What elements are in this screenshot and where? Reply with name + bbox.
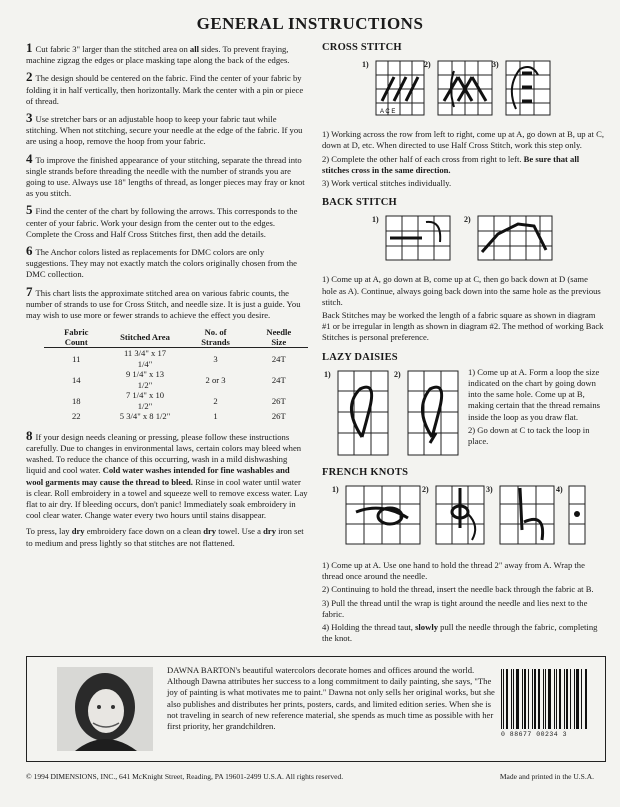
french-diagram-1: 1) [342, 482, 424, 554]
cross-diagram-2: 2) [434, 57, 496, 123]
page-title: GENERAL INSTRUCTIONS [196, 14, 424, 33]
barcode-bar [585, 669, 587, 729]
lazy-daisies-text [468, 367, 604, 459]
cross-diagram-3: 3) [502, 57, 554, 123]
french-knot-step-2: 2) Continuing to hold the thread, insert the needle back through the fabric at B. [322, 584, 594, 595]
barcode-bar [506, 669, 508, 729]
cross-stitch-step-1: 1) Working across the row from left to right, come up at A, go down at B, up at C, down at D, etc. When directed to use Half Cross Stitch, work this step only. [322, 129, 604, 151]
barcode-bar [543, 669, 544, 729]
barcode-bar [545, 669, 546, 729]
barcode-bar [501, 669, 502, 729]
barcode-bar [532, 669, 533, 729]
french-knot-step-3: 3) Pull the thread until the wrap is tight around the needle and lies next to the fabric. [322, 597, 588, 619]
cross-stitch-illustration-3 [502, 57, 554, 119]
back-stitch-illustration-1 [382, 212, 454, 264]
lazy-daisies-section [322, 367, 604, 459]
barcode-bar [574, 669, 575, 729]
table-header: Needle Size [250, 327, 308, 348]
back-stitch-diagrams [372, 212, 604, 268]
table-header: No. of Strands [182, 327, 250, 348]
barcode-bar [556, 669, 557, 729]
barcode-bar [581, 669, 582, 729]
lazy-daisy-illustration-2 [404, 367, 462, 459]
instruction-6: 6 The Anchor colors listed as replacements for DMC colors are only suggestions. They may not exactly match the colors originally chosen from the DMC collection. [26, 243, 297, 280]
barcode-bar [524, 669, 526, 729]
table-row: 14 9 1/4" x 13 1/2" 2 or 3 24T [71, 369, 286, 390]
back-stitch-illustration-2 [474, 212, 556, 264]
barcode-bar [522, 669, 523, 729]
instruction-7: 7 This chart lists the approximate stitched area on various fabric counts, the number of strands to use for Cross Stitch, and needle size. It is just a guide. You may wish to use more or fewer strands to achieve the effect you desire. [26, 283, 301, 321]
cross-stitch-illustration-2 [434, 57, 496, 119]
instruction-2: 2 The design should be centered on the fabric. Find the center of your fabric by folding it in half vertically, then horizontally. Mark the center with a pin or piece of thread. [26, 69, 304, 106]
table-row: 22 5 3/4" x 8 1/2" 1 26T [71, 411, 286, 422]
lazy-daisy-step-2: 2) Go down at C to tack the loop in place. [468, 424, 590, 447]
french-knot-illustration-1 [342, 482, 424, 548]
french-knot-step-1: 1) Come up at A. Use one hand to hold the thread 2" away from A. Wrap the thread once around the needle. [322, 560, 585, 582]
artist-bio-text: DAWNA BARTON's beautiful watercolors decorate homes and offices around the world. Although Dawna attributes her success to a long commitment to daily painting, she says, "The joy of painting is what motivates me to paint." Dawna not only sells her original works, but she also publishes and distributes her prints, posters, cards, and limited edition series. When she is not traveling in search of new reference material, she spends as much time as possible with her first priority, her grandchildren. [167, 665, 495, 732]
lazy-diagram-2: 2) [404, 367, 462, 459]
cross-stitch-step-2: 2) Complete the other half of each cross from right to left. Be sure that all stitches cross in the same direction. [322, 153, 580, 175]
french-diagram-2: 2) [432, 482, 488, 554]
barcode-bar [503, 669, 504, 729]
portrait-image [57, 667, 153, 751]
french-knots-diagrams [332, 482, 604, 554]
fabric-size-table [44, 327, 308, 422]
barcode-bar [516, 669, 519, 729]
printed-in-notice: Made and printed in the U.S.A. [499, 772, 594, 781]
instruction-3: 3 Use stretcher bars or an adjustable hoop to keep your fabric taut while stitching. When not stitching, secure your needle at the edge of the fabric. If you are using a hoop, remove the hoop from your fabric. [26, 110, 303, 147]
instruction-4: 4 To improve the finished appearance of your stitching, separate the thread into single strands before threading the needle with the number of strands you are going to use. Always use 18" lengths of thread, as longer pieces may fray or knot as you stitch. [26, 150, 305, 199]
artist-photo [57, 667, 153, 751]
instruction-5: 5 Find the center of the chart by following the arrows. This corresponds to the center of your fabric. Work your design from the center out to the edges. Complete the Cross and Half Cross Stitches first, then add the details. [26, 202, 298, 239]
french-diagram-4: 4) [566, 482, 588, 554]
barcode-bar [534, 669, 536, 729]
right-column [322, 42, 604, 646]
table-header: Fabric Count [44, 327, 108, 348]
left-column [26, 42, 308, 554]
cross-diagram-1: 1) A C E [372, 57, 428, 123]
lazy-daisy-illustration-1 [334, 367, 392, 459]
cross-stitch-step-3: 3) Work vertical stitches individually. [322, 178, 452, 189]
pressing-instructions: To press, lay dry embroidery face down on a clean dry towel. Use a dry iron set to medium and press lightly so that stitches are not flattened. [26, 526, 304, 548]
back-stitch-step-1: 1) Come up at A, go down at B, come up at C, then go back down at D (same hole as A). Continue, always going back down into the same hole as the previous stitch. [322, 274, 601, 307]
barcode-bar [566, 669, 568, 729]
french-knots-title: FRENCH KNOTS [322, 466, 409, 478]
barcode-bar [528, 669, 529, 729]
barcode-bar [576, 669, 579, 729]
barcode-bar [570, 669, 571, 729]
barcode-bar [511, 669, 512, 729]
lazy-diagram-1: 1) [334, 367, 392, 459]
instruction-1: 1 Cut fabric 3" larger than the stitched area on all sides. To prevent fraying, machine zigzag the edges or place masking tape along the back of the edges. [26, 40, 290, 66]
lazy-daisies-title: LAZY DAISIES [322, 351, 398, 363]
copyright-notice: © 1994 DIMENSIONS, INC., 641 McKnight Street, Reading, PA 19601-2499 U.S.A. All rights reserved. [26, 772, 344, 781]
french-diagram-3: 3) [496, 482, 558, 554]
back-stitch-title: BACK STITCH [322, 197, 397, 209]
table-header-row [44, 327, 308, 348]
french-knot-illustration-4 [566, 482, 588, 548]
barcode-bar [513, 669, 514, 729]
back-diagram-2: 2) [474, 212, 556, 268]
table-header: Stitched Area [108, 327, 181, 348]
barcode-bar [548, 669, 551, 729]
upc-number: 0 88677 00234 3 [501, 731, 568, 738]
french-knot-illustration-3 [496, 482, 558, 548]
french-knot-step-4: 4) Holding the thread taut, slowly pull the needle through the fabric, completing the knot. [322, 622, 598, 644]
instruction-8: 8 If your design needs cleaning or pressing, please follow these instructions carefully. Due to changes in environmental laws, certain colors may bleed when washed. To reduce the chance of this occurring, wash in a mild dishwashing liquid and cool water. Cold water washes intended for fine washables and wool garments may cause the thread to bleed. Rinse in cool water until water is clear. Roll embroidery in a towel and squeeze well to remove excess water. Lay flat to air dry. If bleeding occurs, don't panic! Immediately soak embroidery in cool clear water. Change water every two hours until stains disappear. [26, 427, 308, 521]
barcode-bars [501, 669, 589, 729]
barcode-bar [559, 669, 561, 729]
lazy-daisy-step-1: 1) Come up at A. Form a loop the size indicated on the chart by going down into the same hole. Come up at B, making certain that the thread remains inside the loop as you draw flat. [468, 366, 600, 422]
barcode-bar [538, 669, 540, 729]
cross-stitch-illustration-1 [372, 57, 428, 119]
cross-stitch-title: CROSS STITCH [322, 42, 402, 53]
barcode-bar [554, 669, 555, 729]
upc-barcode [501, 669, 589, 743]
artist-bio-box [26, 656, 606, 762]
french-knot-illustration-2 [432, 482, 488, 548]
table-row: 11 11 3/4" x 17 1/4" 3 24T [72, 348, 286, 369]
cross-stitch-diagrams [362, 57, 604, 123]
barcode-bar [564, 669, 565, 729]
svg-text:A C E: A C E [380, 109, 396, 116]
back-diagram-1: 1) [382, 212, 454, 268]
table-row: 18 7 1/4" x 10 1/2" 2 26T [71, 390, 286, 411]
back-stitch-note: Back Stitches may be worked the length of a fabric square as shown in diagram #1 or be irregular in length as shown in diagram #2. The method of working Back Stitches is personal preference. [322, 310, 604, 343]
